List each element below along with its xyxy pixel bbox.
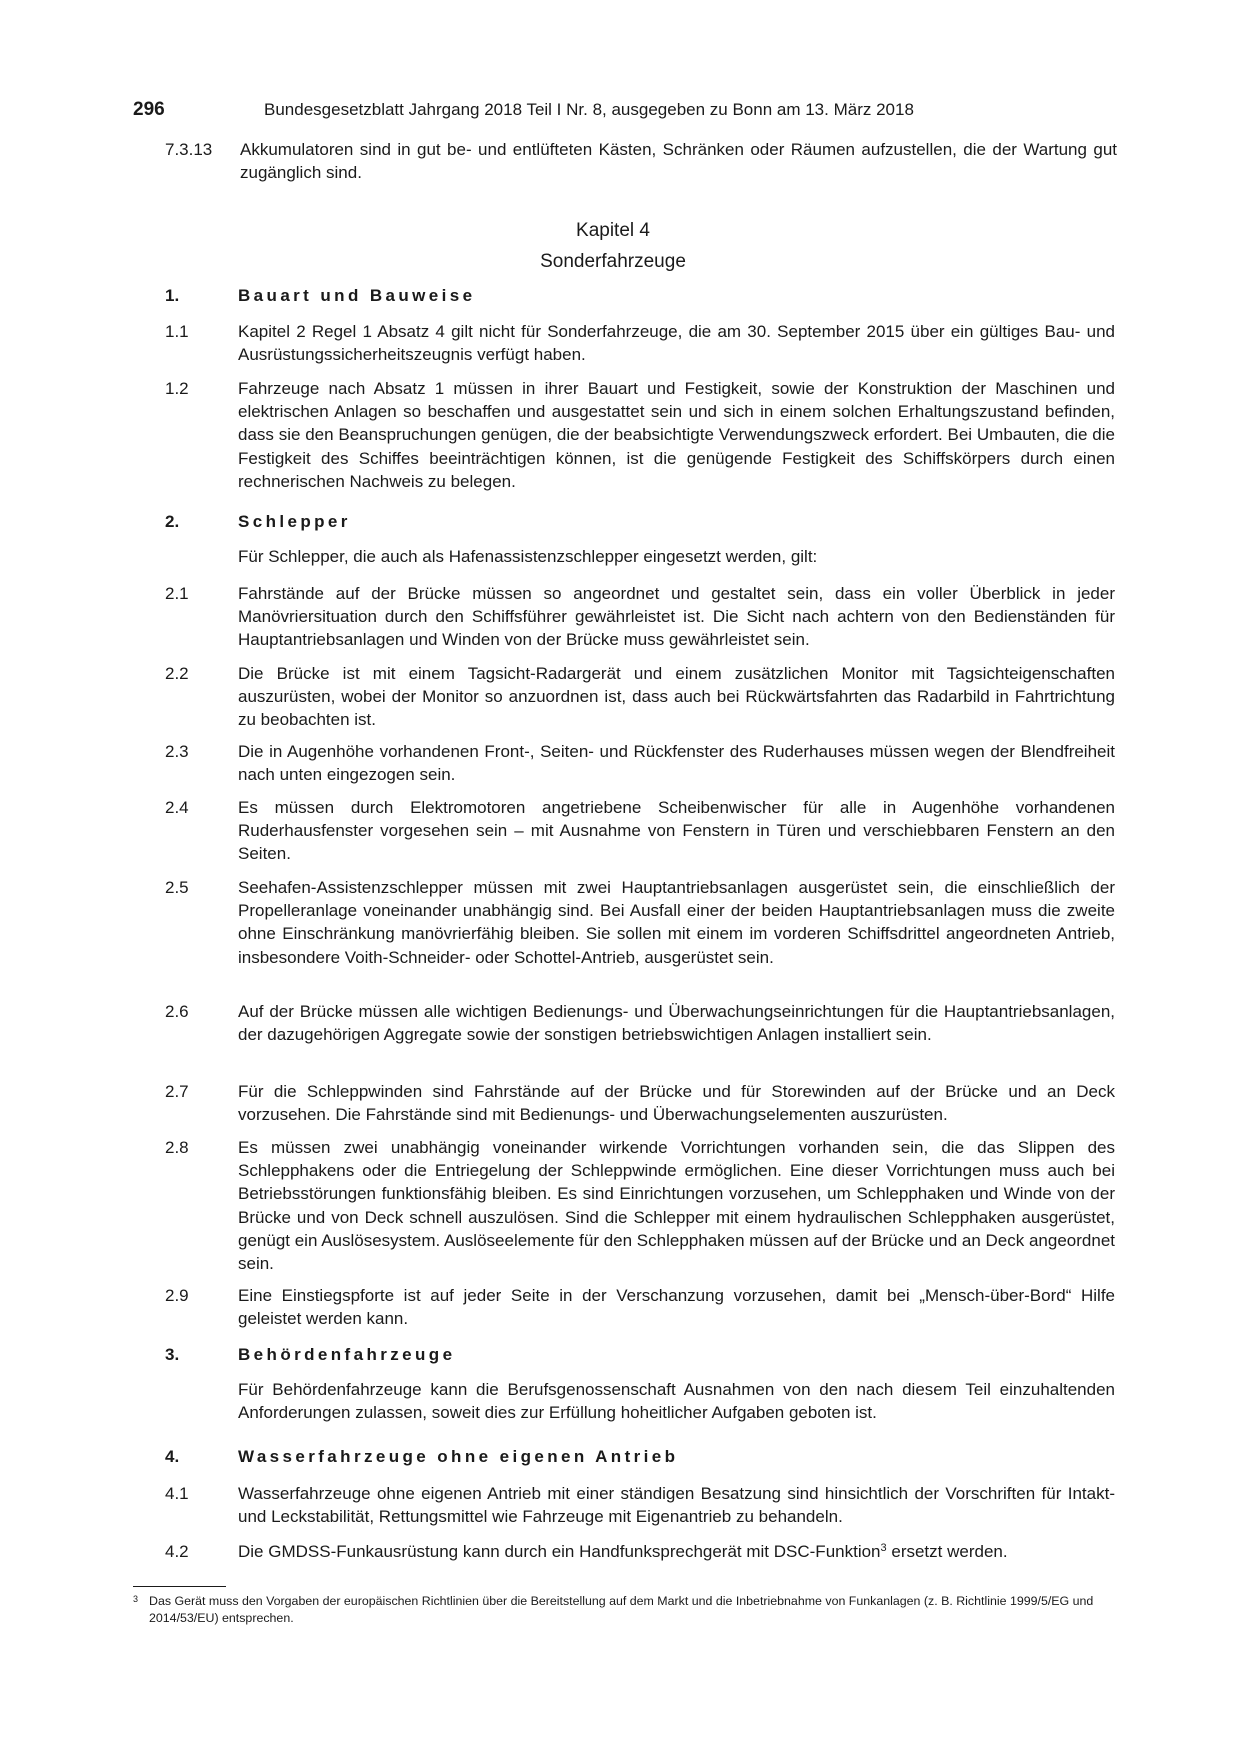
item-text: Es müssen zwei unabhängig voneinander wirkende Vorrichtungen vorhanden sein, die das Slippen des Schlepphakens oder die Entriegelung der Schleppwinde ermöglichen. Eine dieser Vorrichtungen muss auch bei Betriebsstörungen funktionsfähig bleiben. Es sind Einrichtungen vorzusehen, um Schlepphaken und Winde von der Brücke und von Deck schnell auszulösen. Sind die Schlepper mit einem hydraulischen Schlepphaken ausgerüstet, genügt ein Auslösesystem. Auslöseelemente für den Schlepphaken müssen auf der Brücke und an Deck angeordnet sein. [238, 1138, 1116, 1274]
item-text: Eine Einstiegspforte ist auf jeder Seite in der Verschanzung vorzusehen, damit bei „Mensch-über-Bord“ Hilfe geleistet werden kann. [238, 1286, 1115, 1329]
section-intro: Für Behördenfahrzeuge kann die Berufsgenossenschaft Ausnahmen von den nach diesem Teil einzuhaltenden Anforderungen zulassen, soweit dies zur Erfüllung hoheitlicher Aufgaben geboten ist. [238, 1380, 1115, 1423]
item-text: Die Brücke ist mit einem Tagsicht-Radargerät und einem zusätzlichen Monitor mit Tagsichteigenschaften auszurüsten, wobei der Monitor so anzuordnen ist, dass auch bei Rückwärtsfahrten das Radarbild in Fahrtrichtung zu beobachten ist. [238, 664, 1115, 730]
item-text: Akkumulatoren sind in gut be- und entlüfteten Kästen, Schränken oder Räumen aufzustellen, die der Wartung gut zugänglich sind. [240, 140, 1117, 183]
section-number: 4. [165, 1447, 180, 1466]
section-title: Wasserfahrzeuge ohne eigenen Antrieb [238, 1447, 679, 1466]
item-text: Es müssen durch Elektromotoren angetriebene Scheibenwischer für alle in Augenhöhe vorhandenen Ruderhausfenster vorgesehen sein – mit Ausnahme von Fenstern in Türen und verschiebbaren Fenstern an den Seiten. [238, 798, 1115, 864]
section-title: Behördenfahrzeuge [238, 1345, 456, 1364]
section-intro: Für Schlepper, die auch als Hafenassistenzschlepper eingesetzt werden, gilt: [238, 547, 818, 566]
item-text: Wasserfahrzeuge ohne eigenen Antrieb mit einer ständigen Besatzung sind hinsichtlich der Vorschriften für Intakt- und Leckstabilität, Rettungsmittel wie Fahrzeuge mit Eigenantrieb zu behandeln. [238, 1484, 1115, 1527]
section-number: 1. [165, 286, 180, 305]
footnote-mark: 3 [133, 1594, 139, 1604]
item-text: Fahrstände auf der Brücke müssen so angeordnet und gestaltet sein, dass ein voller Überblick in jeder Manövriersituation durch den Schiffsführer gewährleistet ist. Die Sicht nach achtern von den Bedienständen für Hauptantriebsanlagen und Winden von der Brücke muss gewährleistet sein. [238, 584, 1115, 650]
item-number: 2.8 [165, 1138, 189, 1157]
section-number: 2. [165, 512, 180, 531]
item-text [238, 1540, 1115, 1563]
item-text: Die in Augenhöhe vorhandenen Front-, Seiten- und Rückfenster des Ruderhauses müssen wegen der Blendfreiheit nach unten eingezogen sein. [238, 742, 1115, 785]
item-text: Auf der Brücke müssen alle wichtigen Bedienungs- und Überwachungseinrichtungen für die Hauptantriebsanlagen, der dazugehörigen Aggregate sowie der sonstigen betriebswichtigen Anlagen installiert sein. [238, 1002, 1115, 1045]
page-header [133, 99, 1113, 125]
item-number: 2.7 [165, 1082, 189, 1101]
item-text: Fahrzeuge nach Absatz 1 müssen in ihrer Bauart und Festigkeit, sowie der Konstruktion der Maschinen und elektrischen Anlagen so beschaffen und ausgestattet sein und sich in einem solchen Erhaltungszustand befinden, dass sie den Beanspruchungen genügen, die der beabsichtigte Verwendungszweck erfordert. Bei Umbauten, die die Festigkeit des Schiffes beeinträchtigen können, ist die genügende Festigkeit des Schiffskörpers durch einen rechnerischen Nachweis zu belegen. [238, 379, 1115, 491]
section-title: Bauart und Bauweise [238, 286, 476, 305]
page-number: 296 [133, 99, 165, 120]
section-number: 3. [165, 1345, 180, 1364]
footnote-reference: 3 [880, 1542, 887, 1554]
footnote-divider [133, 1586, 226, 1587]
item-text-end: ersetzt werden. [886, 1542, 1008, 1561]
item-number: 4.1 [165, 1484, 189, 1503]
item-number: 1.1 [165, 322, 189, 341]
item-number: 2.5 [165, 878, 189, 897]
item-number: 2.2 [165, 664, 189, 683]
item-number: 2.6 [165, 1002, 189, 1021]
item-text-main: Die GMDSS-Funkausrüstung kann durch ein Handfunksprechgerät mit DSC-Funktion [238, 1542, 881, 1561]
item-number: 1.2 [165, 379, 189, 398]
item-number: 7.3.13 [165, 140, 213, 159]
item-number: 2.1 [165, 584, 189, 603]
item-number: 2.9 [165, 1286, 189, 1305]
item-number: 2.3 [165, 742, 189, 761]
chapter-label-text: Kapitel 4 [576, 220, 650, 241]
item-number: 4.2 [165, 1542, 189, 1561]
item-text: Seehafen-Assistenzschlepper müssen mit zwei Hauptantriebsanlagen ausgerüstet sein, die einschließlich der Propelleranlage voneinander unabhängig sind. Bei Ausfall einer der beiden Hauptantriebsanlagen muss die zweite ohne Einschränkung manövrierfähig bleiben. Sie sollen mit einem im vorderen Schiffsdrittel angeordneten Antrieb, insbesondere Voith-Schneider- oder Schottel-Antrieb, ausgerüstet sein. [238, 878, 1115, 967]
chapter-title-text: Sonderfahrzeuge [540, 251, 686, 272]
running-head: Bundesgesetzblatt Jahrgang 2018 Teil I Nr. 8, ausgegeben zu Bonn am 13. März 2018 [264, 100, 914, 119]
section-title: Schlepper [238, 512, 351, 531]
footnote-text: Das Gerät muss den Vorgaben der europäischen Richtlinien über die Bereitstellung auf dem Markt und die Inbetriebnahme von Funkanlagen (z. B. Richtlinie 1999/5/EG und 2014/53/EU) entsprechen. [149, 1594, 1094, 1625]
item-number: 2.4 [165, 798, 189, 817]
item-text: Kapitel 2 Regel 1 Absatz 4 gilt nicht für Sonderfahrzeuge, die am 30. September 2015 über ein gültiges Bau- und Ausrüstungssicherheitszeugnis verfügt haben. [238, 322, 1115, 365]
item-text: Für die Schleppwinden sind Fahrstände auf der Brücke und für Storewinden auf der Brücke und an Deck vorzusehen. Die Fahrstände sind mit Bedienungs- und Überwachungselementen auszurüsten. [238, 1082, 1115, 1125]
